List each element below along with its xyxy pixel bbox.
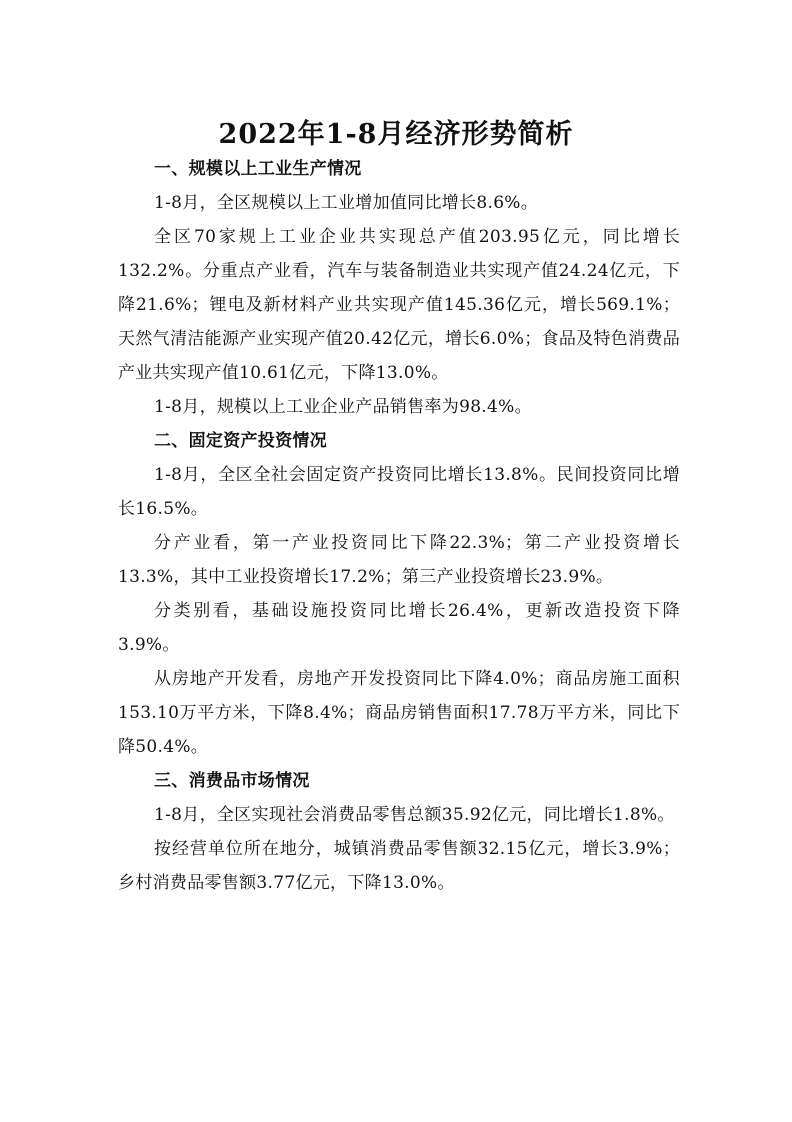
section-consumer-market: [118, 764, 680, 900]
section-heading: 二、固定资产投资情况: [154, 431, 327, 451]
section-fixed-investment: [118, 424, 680, 764]
paragraph: 按经营单位所在地分，城镇消费品零售额32.15亿元，增长3.9%；乡村消费品零售额3.77亿元，下降13.0%。: [118, 839, 680, 893]
paragraph: 从房地产开发看，房地产开发投资同比下降4.0%；商品房施工面积153.10万平方米，下降8.4%；商品房销售面积17.78万平方米，同比下降50.4%。: [118, 669, 680, 757]
paragraph: 1-8月，规模以上工业企业产品销售率为98.4%。: [154, 397, 532, 417]
section-industry: [118, 152, 680, 424]
section-heading: 一、规模以上工业生产情况: [154, 159, 362, 179]
paragraph: 全区70家规上工业企业共实现总产值203.95亿元，同比增长132.2%。分重点产业看，汽车与装备制造业共实现产值24.24亿元，下降21.6%；锂电及新材料产业共实现产值145.36亿元，增长569.1%；天然气清洁能源产业实现产值20.42亿元，增长6.0%；食品及特色消费品产业共实现产值10.61亿元，下降13.0%。: [118, 227, 680, 383]
paragraph: 1-8月，全区规模以上工业增加值同比增长8.6%。: [154, 193, 539, 213]
paragraph: 分类别看，基础设施投资同比增长26.4%，更新改造投资下降3.9%。: [118, 601, 680, 655]
paragraph: 1-8月，全区全社会固定资产投资同比增长13.8%。民间投资同比增长16.5%。: [118, 465, 680, 519]
document-body: [118, 152, 680, 900]
document-title: 2022年1-8月经济形势简析: [218, 119, 574, 151]
section-heading: 三、消费品市场情况: [154, 771, 310, 791]
paragraph: 分产业看，第一产业投资同比下降22.3%；第二产业投资增长13.3%，其中工业投资增长17.2%；第三产业投资增长23.9%。: [118, 533, 680, 587]
paragraph: 1-8月，全区实现社会消费品零售总额35.92亿元，同比增长1.8%。: [154, 805, 675, 825]
